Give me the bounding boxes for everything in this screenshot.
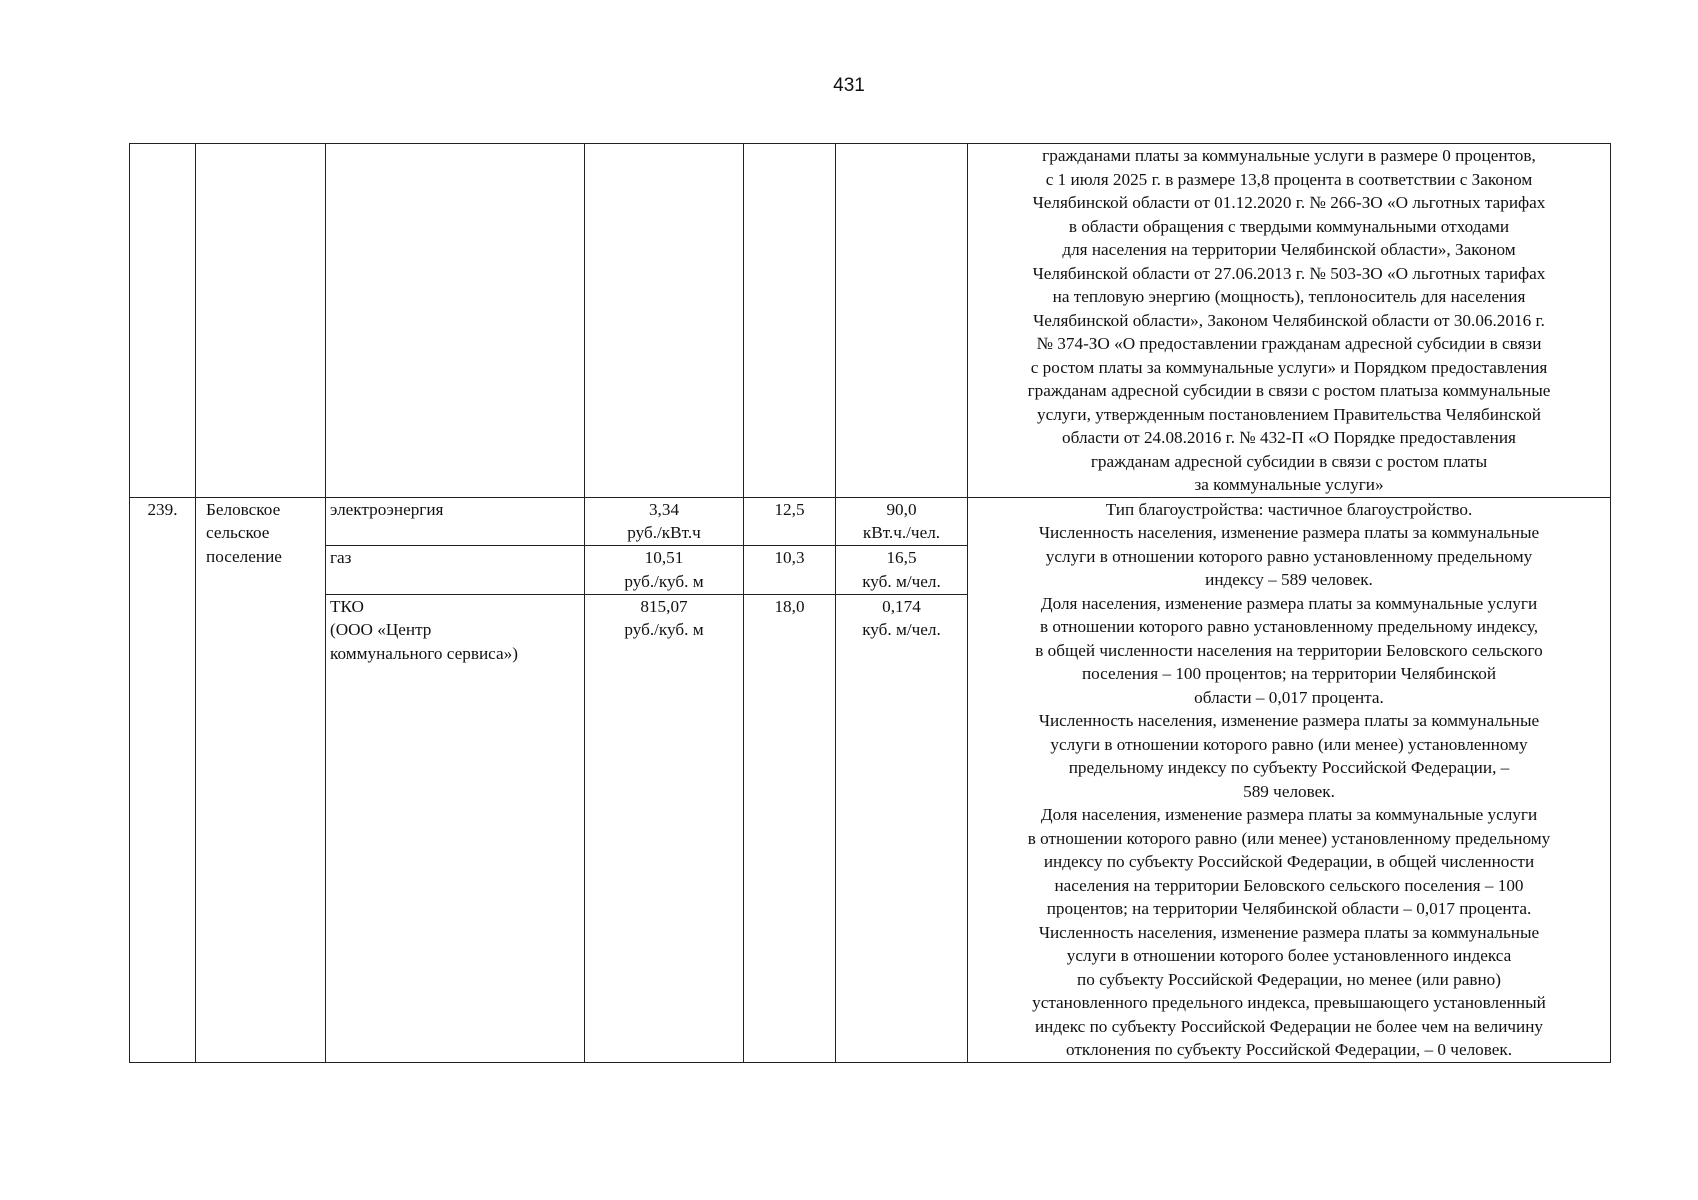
note-line: с ростом платы за коммунальные услуги» и Порядком предоставления <box>1030 357 1548 377</box>
note-line: услуги в отношении которого более установленного индекса <box>1066 946 1512 965</box>
note-line: индексу по субъекту Российской Федерации, в общей численности <box>1043 852 1535 871</box>
volume-unit: кВт.ч./чел. <box>862 523 941 542</box>
page-number: 431 <box>833 75 865 96</box>
note-line: Тип благоустройства: частичное благоустройство. <box>1105 499 1473 519</box>
note-line: на тепловую энергию (мощность), теплоноситель для населения <box>1052 287 1526 306</box>
note-line: установленного предельного индекса, превышающего установленный <box>1032 993 1546 1012</box>
tariff-unit: руб./куб. м <box>624 620 704 639</box>
note-line: по субъекту Российской Федерации, но менее (или равно) <box>1077 969 1501 989</box>
note-line: с 1 июля 2025 г. в размере 13,8 процента в соответствии с Законом <box>1045 169 1533 189</box>
service-name-line: газ <box>330 548 352 567</box>
note-line: населения на территории Беловского сельского поселения – 100 <box>1054 875 1524 895</box>
note-line: Челябинской области», Законом Челябинской области от 30.06.2016 г. <box>1033 310 1545 330</box>
note-line: гражданами платы за коммунальные услуги в размере 0 процентов, <box>1042 146 1536 165</box>
volume-value: 0,174 <box>882 596 921 616</box>
tariff-value: 3,34 <box>648 499 680 519</box>
note-line: в области обращения с твердыми коммунальными отходами <box>1068 216 1510 236</box>
note-line: для населения на территории Челябинской области», Законом <box>1062 240 1516 259</box>
service-index: 10,3 <box>744 546 836 595</box>
volume-value: 16,5 <box>886 548 917 567</box>
note-line: Челябинской области от 27.06.2013 г. № 503-ЗО «О льготных тарифах <box>1032 263 1546 283</box>
note-line: за коммунальные услуги» <box>1194 475 1384 494</box>
note-line: предельному индексу по субъекту Российской Федерации, – <box>1068 758 1510 777</box>
note-line: процентов; на территории Челябинской области – 0,017 процента. <box>1046 899 1532 918</box>
row-note <box>968 497 1611 1062</box>
service-tariff <box>585 546 744 595</box>
note-line: в отношении которого равно (или менее) установленному предельному <box>1027 828 1551 848</box>
note-line: области – 0,017 процента. <box>1194 687 1384 707</box>
service-name-line: (ООО «Центр <box>330 620 432 639</box>
continuation-row <box>130 144 1611 498</box>
cell-service <box>326 144 585 498</box>
service-name <box>326 497 585 546</box>
note-line: в отношении которого равно установленному предельному индексу, <box>1039 617 1539 636</box>
note-line: индексу – 589 человек. <box>1205 570 1373 589</box>
note-line: индекс по субъекту Российской Федерации не более чем на величину <box>1034 1016 1544 1036</box>
note-line: Численность населения, изменение размера платы за коммунальные <box>1038 922 1540 942</box>
service-name <box>326 546 585 595</box>
municipality-line: Беловское <box>206 499 281 519</box>
note-line: Доля населения, изменение размера платы за коммунальные услуги <box>1040 593 1538 613</box>
service-name-line: электроэнергия <box>330 499 444 519</box>
service-name-line: ТКО <box>330 596 364 616</box>
service-name-line: коммунального сервиса») <box>330 643 518 663</box>
note-line: в общей численности населения на территории Беловского сельского <box>1035 640 1543 660</box>
service-tariff <box>585 594 744 1062</box>
volume-unit: куб. м/чел. <box>862 620 941 639</box>
tariff-unit: руб./кВт.ч <box>627 523 701 542</box>
note-line: Численность населения, изменение размера платы за коммунальные <box>1038 523 1540 542</box>
note-line: услуги в отношении которого равно установленному предельному <box>1045 546 1533 566</box>
note-line: области от 24.08.2016 г. № 432-П «О Порядке предоставления <box>1062 428 1516 447</box>
service-index: 18,0 <box>744 594 836 1062</box>
tariff-value: 10,51 <box>644 548 684 567</box>
note-line: поселения – 100 процентов; на территории Челябинской <box>1081 664 1497 683</box>
service-tariff <box>585 497 744 546</box>
volume-unit: куб. м/чел. <box>862 571 941 591</box>
note-line: Челябинской области от 01.12.2020 г. № 266-ЗО «О льготных тарифах <box>1032 193 1546 212</box>
volume-value: 90,0 <box>886 499 917 519</box>
tariff-value: 815,07 <box>640 596 688 616</box>
cell-index <box>744 144 836 498</box>
note-line: отклонения по субъекту Российской Федерации, – 0 человек. <box>1065 1040 1513 1059</box>
row-number: 239. <box>130 497 196 1062</box>
cell-number <box>130 144 196 498</box>
municipality-line: сельское <box>206 523 270 542</box>
service-volume <box>836 594 968 1062</box>
note-line: гражданам адресной субсидии в связи с ростом платыза коммунальные <box>1027 381 1551 400</box>
note-line: Доля населения, изменение размера платы за коммунальные услуги <box>1040 805 1538 824</box>
note-line: № 374-ЗО «О предоставлении гражданам адресной субсидии в связи <box>1036 334 1542 353</box>
service-volume <box>836 497 968 546</box>
row-municipality <box>196 497 326 1062</box>
tariff-table <box>129 143 1611 1063</box>
note-line: услуги, утвержденным постановлением Правительства Челябинской <box>1036 404 1541 424</box>
service-volume <box>836 546 968 595</box>
tariff-unit: руб./куб. м <box>624 571 704 591</box>
cell-municipality <box>196 144 326 498</box>
municipality-line: поселение <box>206 546 282 566</box>
cell-tariff <box>585 144 744 498</box>
note-line: гражданам адресной субсидии в связи с ростом платы <box>1090 451 1488 471</box>
table-row <box>130 497 1611 546</box>
continuation-note <box>968 144 1611 498</box>
note-line: Численность населения, изменение размера платы за коммунальные <box>1038 711 1540 730</box>
service-name <box>326 594 585 1062</box>
cell-volume <box>836 144 968 498</box>
service-index: 12,5 <box>744 497 836 546</box>
note-line: 589 человек. <box>1243 781 1335 801</box>
note-line: услуги в отношении которого равно (или менее) установленному <box>1050 734 1528 754</box>
